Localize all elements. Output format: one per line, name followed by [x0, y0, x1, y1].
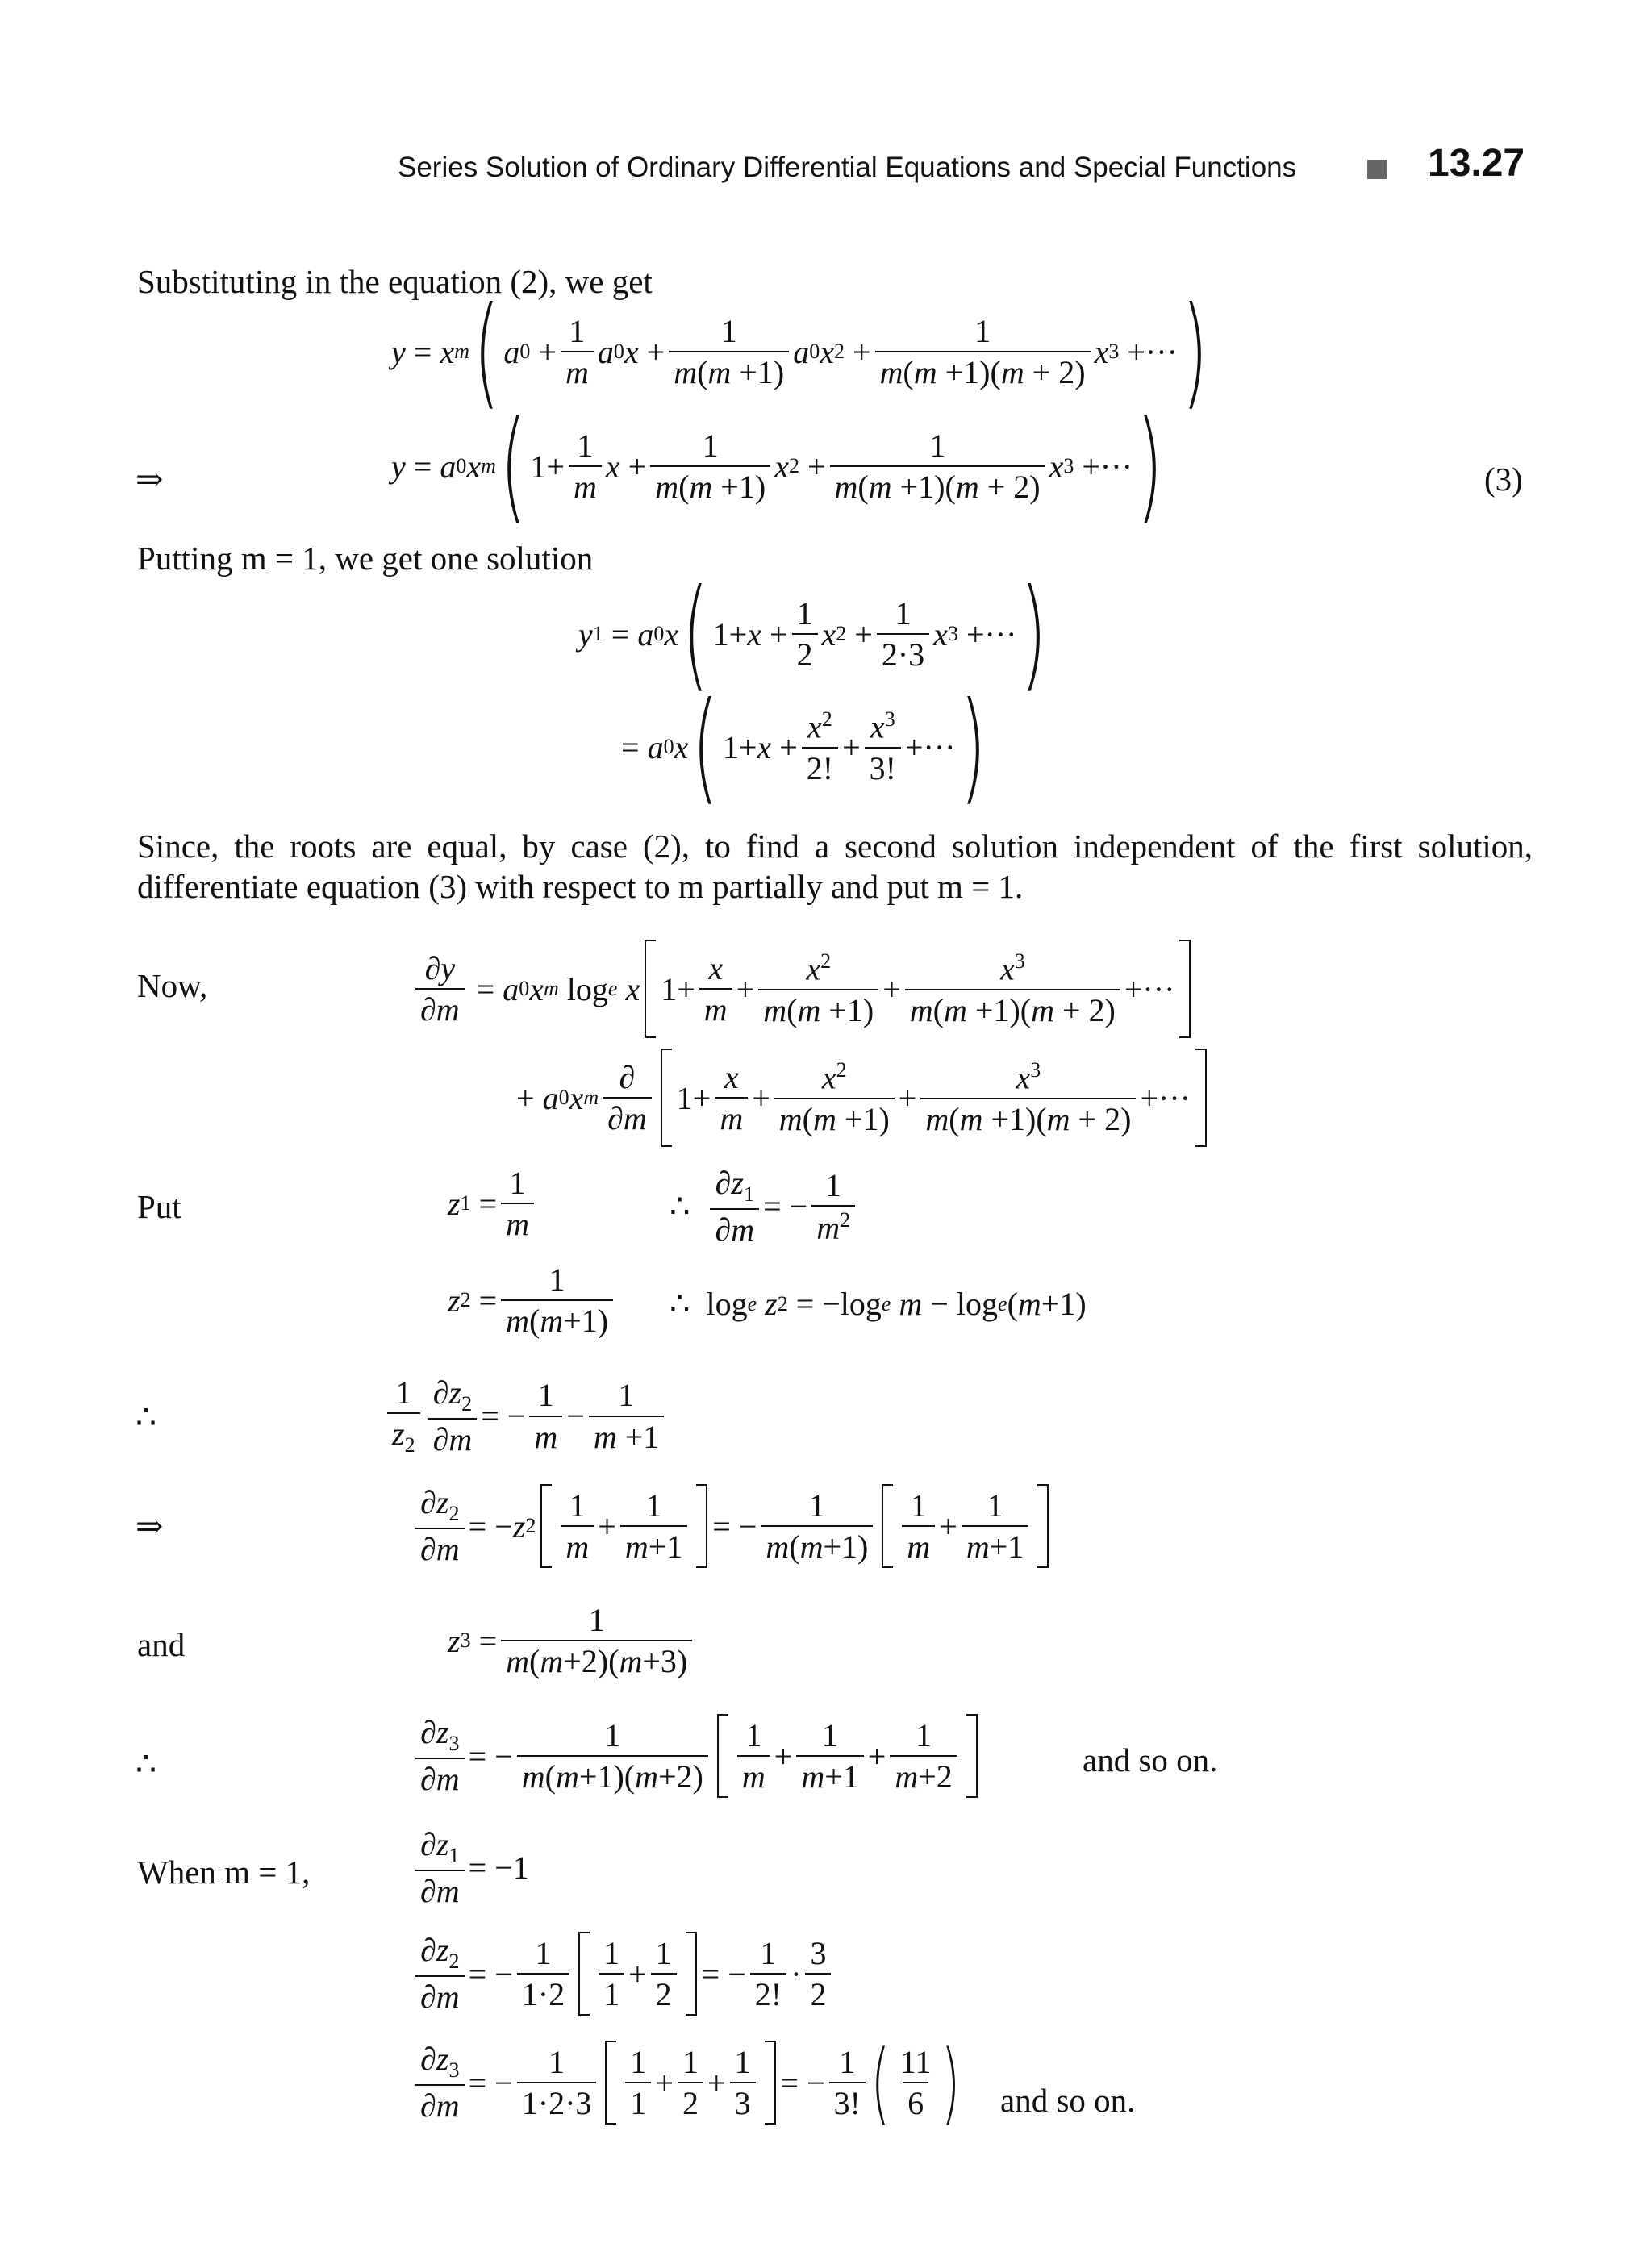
equation-log-z2: ∴ log e z 2 = −log e m − log e ( m +1): [670, 1286, 1087, 1322]
equation-z3-derivative: $\frac{\partial z_3}{\partial m}$ = − $\frac{1}{m(m+1)(m+2)}$ $\frac{1}{m}$ + $\frac{1}{m+1}$ + $\frac{1}{m+2}$: [411, 1714, 982, 1798]
and-so-on-2: and so on.: [1000, 2082, 1136, 2119]
equation-partial-y: $\frac{\partial y}{\partial m}$ = a 0 x m log e x 1+ $\frac{x}{m}$ + $\frac{x^2}{m(m +1)}$ + $\frac{x^3}{m(m +1)(m + 2)}$ +···: [411, 940, 1195, 1038]
running-header: Series Solution of Ordinary Differential Equations and Special Functions: [398, 152, 1297, 183]
page-number: 13.27: [1428, 142, 1525, 185]
equation-z1: z 1 = $\frac{1}{m}$: [448, 1166, 538, 1241]
label-when-m-equals-1: When m = 1,: [137, 1854, 311, 1891]
header-square-icon: [1367, 160, 1387, 179]
equation-y-series: y = x m ( a 0 + $\frac{1}{m}$ a 0 x + $\frac{1}{m(m +1)}$ a 0 x 2 + $\frac{1}{m(m +1)(m + 2)}$ x 3 +··· ): [391, 281, 1208, 422]
and-so-on-1: and so on.: [1083, 1741, 1218, 1779]
equation-z2-at-1: $\frac{\partial z_2}{\partial m}$ = − $\frac{1}{1\cdot 2}$ $\frac{1}{1}$ + $\frac{1}{2}$ = − $\frac{1}{2!}$ · $\frac{3}{2}$: [411, 1932, 835, 2016]
equation-z3: z 3 = $\frac{1}{m(m+2)(m+3)}$: [448, 1603, 696, 1678]
equation-z2-derivative: $\frac{\partial z_2}{\partial m}$ = − z 2 $\frac{1}{m}$ + $\frac{1}{m+1}$ = − $\frac{1}{m(m+1)}$ $\frac{1}{m}$ + $\frac{1}{m+1}$: [411, 1484, 1053, 1568]
equation-y1-factorial: = a 0 x ( 1+ x + $\frac{x^2}{2!}$ + $\frac{x^3}{3!}$ +··· ): [621, 677, 986, 817]
paragraph-substituting: Substituting in the equation (2), we get: [137, 263, 653, 300]
equation-3: y = a 0 x m ( 1+ $\frac{1}{m}$ x + $\frac{1}{m(m +1)}$ x 2 + $\frac{1}{m(m +1)(m + 2)}$ x 3 +··· ): [391, 396, 1163, 536]
equation-partial-y-cont: + a 0 x m $\frac{\partial}{\partial m}$ 1+ $\frac{x}{m}$ + $\frac{x^2}{m(m +1)}$ + $\frac{x^3}{m(m +1)(m + 2)}$ +···: [516, 1049, 1212, 1147]
implies-symbol-2: ⇒: [136, 1507, 164, 1545]
equation-z1-derivative: ∴ $\frac{\partial z_1}{\partial m}$ = − $\frac{1}{m^2}$: [670, 1166, 859, 1247]
label-now: Now,: [137, 967, 208, 1004]
therefore-symbol-2: ∴: [136, 1745, 157, 1783]
label-and: and: [137, 1626, 186, 1663]
equation-log-derivative: $\frac{1}{z_2}$ $\frac{\partial z_2}{\partial m}$ = − $\frac{1}{m}$ − $\frac{1}{m +1}$: [383, 1375, 668, 1457]
paragraph-since-line1: Since, the roots are equal, by case (2), to find a second solution independent of the first solution,: [137, 828, 1533, 865]
equation-number-3: (3): [1484, 461, 1523, 498]
equation-z2: z 2 = $\frac{1}{m(m+1)}$: [448, 1262, 617, 1338]
therefore-symbol: ∴: [136, 1399, 157, 1436]
paragraph-since-line2: differentiate equation (3) with respect to m partially and put m = 1.: [137, 868, 1024, 905]
label-put: Put: [137, 1188, 181, 1225]
equation-z3-at-1: $\frac{\partial z_3}{\partial m}$ = − $\frac{1}{1\cdot 2\cdot 3}$ $\frac{1}{1}$ + $\frac{1}{2}$ + $\frac{1}{3}$ = − $\frac{1}{3!}$ ( $\frac{11}{6}$ ): [411, 2041, 962, 2125]
equation-y1: y 1 = a 0 x ( 1+ x + $\frac{1}{2}$ x 2 + $\frac{1}{2\cdot 3}$ x 3 +··· ): [578, 564, 1047, 704]
implies-symbol: ⇒: [136, 461, 164, 498]
paragraph-putting-m: Putting m = 1, we get one solution: [137, 540, 594, 577]
equation-z1-at-1: $\frac{\partial z_1}{\partial m}$ = −1: [411, 1827, 529, 1908]
